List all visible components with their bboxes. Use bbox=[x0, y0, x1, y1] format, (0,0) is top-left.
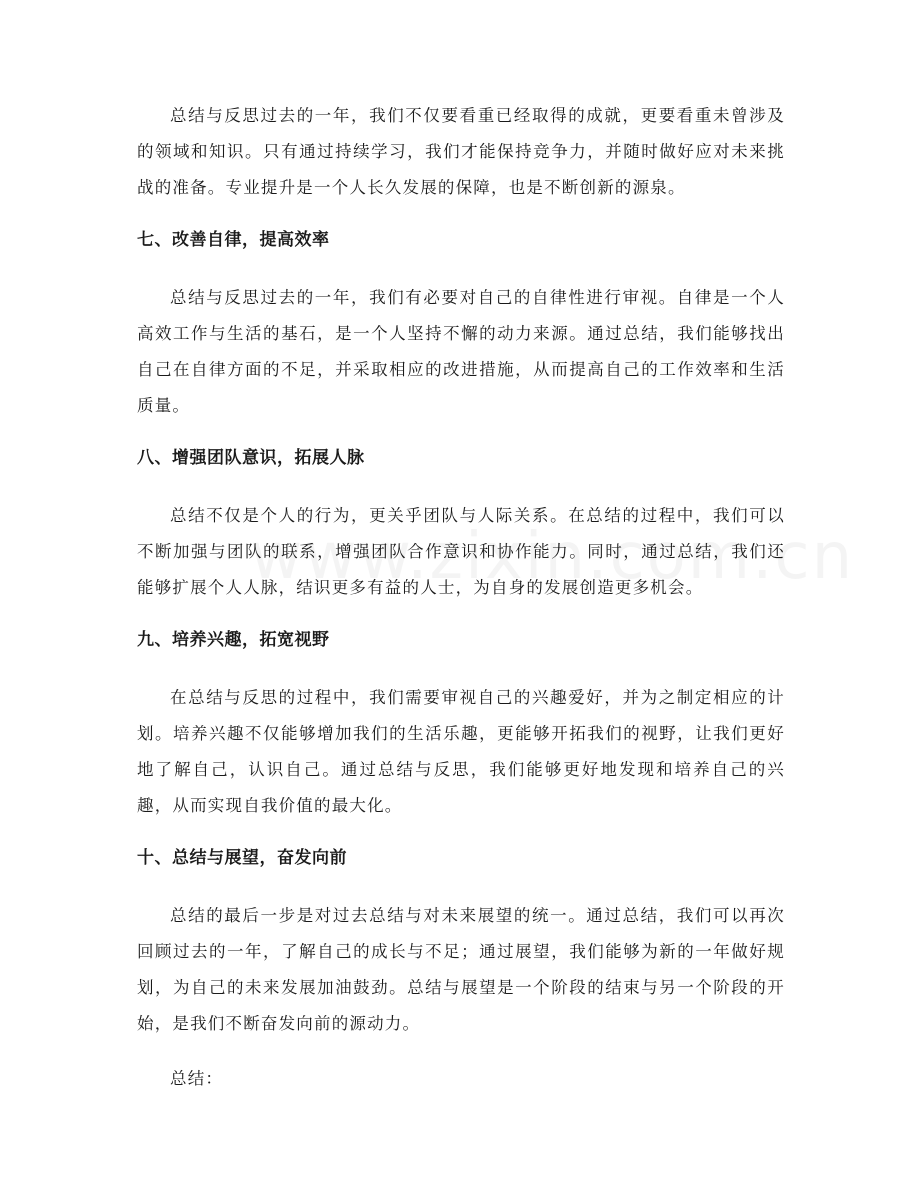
section-heading-9: 九、培养兴趣，拓宽视野 bbox=[137, 630, 330, 650]
document-content bbox=[137, 98, 785, 1116]
section-heading-8: 八、增强团队意识，拓展人脉 bbox=[137, 448, 365, 468]
section-heading-7: 七、改善自律，提高效率 bbox=[137, 230, 330, 250]
intro-paragraph: 总结与反思过去的一年，我们不仅要看重已经取得的成就，更要看重未曾涉及的领域和知识。只有通过持续学习，我们才能保持竞争力，并随时做好应对未来挑战的准备。专业提升是一个人长久发展的保障，也是不断创新的源泉。 bbox=[137, 106, 785, 197]
section-body-10: 总结的最后一步是对过去总结与对未来展望的统一。通过总结，我们可以再次回顾过去的一年，了解自己的成长与不足；通过展望，我们能够为新的一年做好规划，为自己的未来发展加油鼓劲。总结与展望是一个阶段的结束与另一个阶段的开始，是我们不断奋发向前的源动力。 bbox=[137, 906, 785, 1033]
section-body-8: 总结不仅是个人的行为，更关乎团队与人际关系。在总结的过程中，我们可以不断加强与团队的联系，增强团队合作意识和协作能力。同时，通过总结，我们还能够扩展个人人脉，结识更多有益的人士，为自身的发展创造更多机会。 bbox=[137, 506, 785, 597]
section-body-9: 在总结与反思的过程中，我们需要审视自己的兴趣爱好，并为之制定相应的计划。培养兴趣不仅能够增加我们的生活乐趣，更能够开拓我们的视野，让我们更好地了解自己，认识自己。通过总结与反思，我们能够更好地发现和培养自己的兴趣，从而实现自我价值的最大化。 bbox=[137, 688, 785, 815]
closing-label: 总结： bbox=[170, 1069, 224, 1088]
section-heading-10: 十、总结与展望，奋发向前 bbox=[137, 848, 347, 868]
section-body-7: 总结与反思过去的一年，我们有必要对自己的自律性进行审视。自律是一个人高效工作与生活的基石，是一个人坚持不懈的动力来源。通过总结，我们能够找出自己在自律方面的不足，并采取相应的改进措施，从而提高自己的工作效率和生活质量。 bbox=[137, 288, 785, 415]
